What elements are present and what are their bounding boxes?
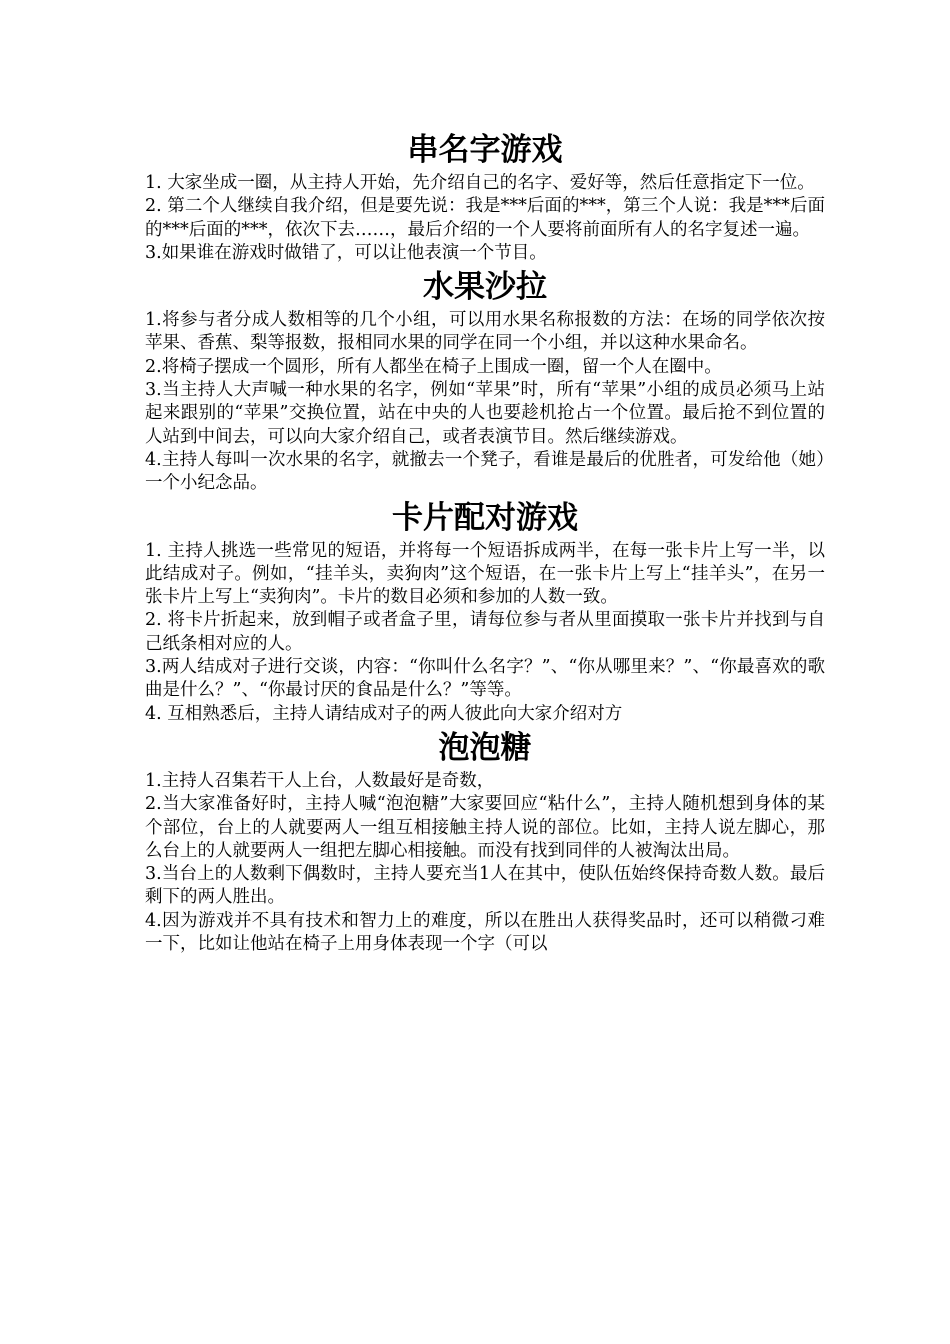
paragraph: 1.主持人召集若干人上台，人数最好是奇数， <box>145 770 495 791</box>
paragraph: 3.当主持人大声喊一种水果的名字，例如“苹果”时，所有“苹果”小组的成员必须马上站起来跟别的“苹果”交换位置，站在中央的人也要趁机抢占一个位置。最后抢不到位置的人站到中间去，可以向大家介绍自己，或者表演节目。然后继续游戏。 <box>145 380 825 447</box>
document-page <box>145 128 825 956</box>
paragraph: 3.两人结成对子进行交谈，内容：“你叫什么名字？”、“你从哪里来？”、“你最喜欢的歌曲是什么？”、“你最讨厌的食品是什么？”等等。 <box>145 657 825 701</box>
paragraph: 4.因为游戏并不具有技术和智力上的难度，所以在胜出人获得奖品时，还可以稍微刁难一下，比如让他站在椅子上用身体表现一个字（可以 <box>145 910 825 955</box>
paragraph: 3.如果谁在游戏时做错了，可以让他表演一个节目。 <box>145 242 547 263</box>
paragraph: 2.当大家准备好时，主持人喊“泡泡糖”大家要回应“粘什么”，主持人随机想到身体的某个部位，台上的人就要两人一组互相接触主持人说的部位。比如，主持人说左脚心，那么台上的人就要两人一组把左脚心相接触。而没有找到同伴的人被淘汰出局。 <box>145 794 825 861</box>
section-bubble-gum <box>145 726 825 956</box>
paragraph: 2.将椅子摆成一个圆形，所有人都坐在椅子上围成一圈，留一个人在圈中。 <box>145 356 722 377</box>
section-title: 串名字游戏 <box>407 132 563 168</box>
paragraph: 4. 互相熟悉后，主持人请结成对子的两人彼此向大家介绍对方 <box>145 703 623 724</box>
paragraph: 1. 主持人挑选一些常见的短语，并将每一个短语拆成两半，在每一张卡片上写一半，以此结成对子。例如，“挂羊头，卖狗肉”这个短语，在一张卡片上写上“挂羊头”，在另一张卡片上写上“卖狗肉”。卡片的数目必须和参加的人数一致。 <box>145 540 825 608</box>
section-title: 卡片配对游戏 <box>392 499 578 536</box>
paragraph: 2. 将卡片折起来，放到帽子或者盒子里，请每位参与者从里面摸取一张卡片并找到与自己纸条相对应的人。 <box>145 610 825 654</box>
paragraph: 2. 第二个人继续自我介绍，但是要先说：我是***后面的***，第三个人说：我是***后面的***后面的***，依次下去……，最后介绍的一个人要将前面所有人的名字复述一遍。 <box>145 196 825 240</box>
section-fruit-salad <box>145 265 825 495</box>
section-card-pairing <box>145 496 825 726</box>
paragraph: 1. 大家坐成一圈，从主持人开始，先介绍自己的名字、爱好等，然后任意指定下一位。 <box>145 173 815 193</box>
section-title: 水果沙拉 <box>423 269 547 306</box>
section-title: 泡泡糖 <box>438 729 532 766</box>
paragraph: 4.主持人每叫一次水果的名字，就撤去一个凳子，看谁是最后的优胜者，可发给他（她）一个小纪念品。 <box>145 449 825 494</box>
paragraph: 3.当台上的人数剩下偶数时，主持人要充当1人在其中，使队伍始终保持奇数人数。最后剩下的两人胜出。 <box>145 864 825 908</box>
section-name-chain-game <box>145 128 825 265</box>
paragraph: 1.将参与者分成人数相等的几个小组，可以用水果名称报数的方法：在场的同学依次按苹果、香蕉、梨等报数，报相同水果的同学在同一个小组，并以这种水果命名。 <box>145 310 825 354</box>
